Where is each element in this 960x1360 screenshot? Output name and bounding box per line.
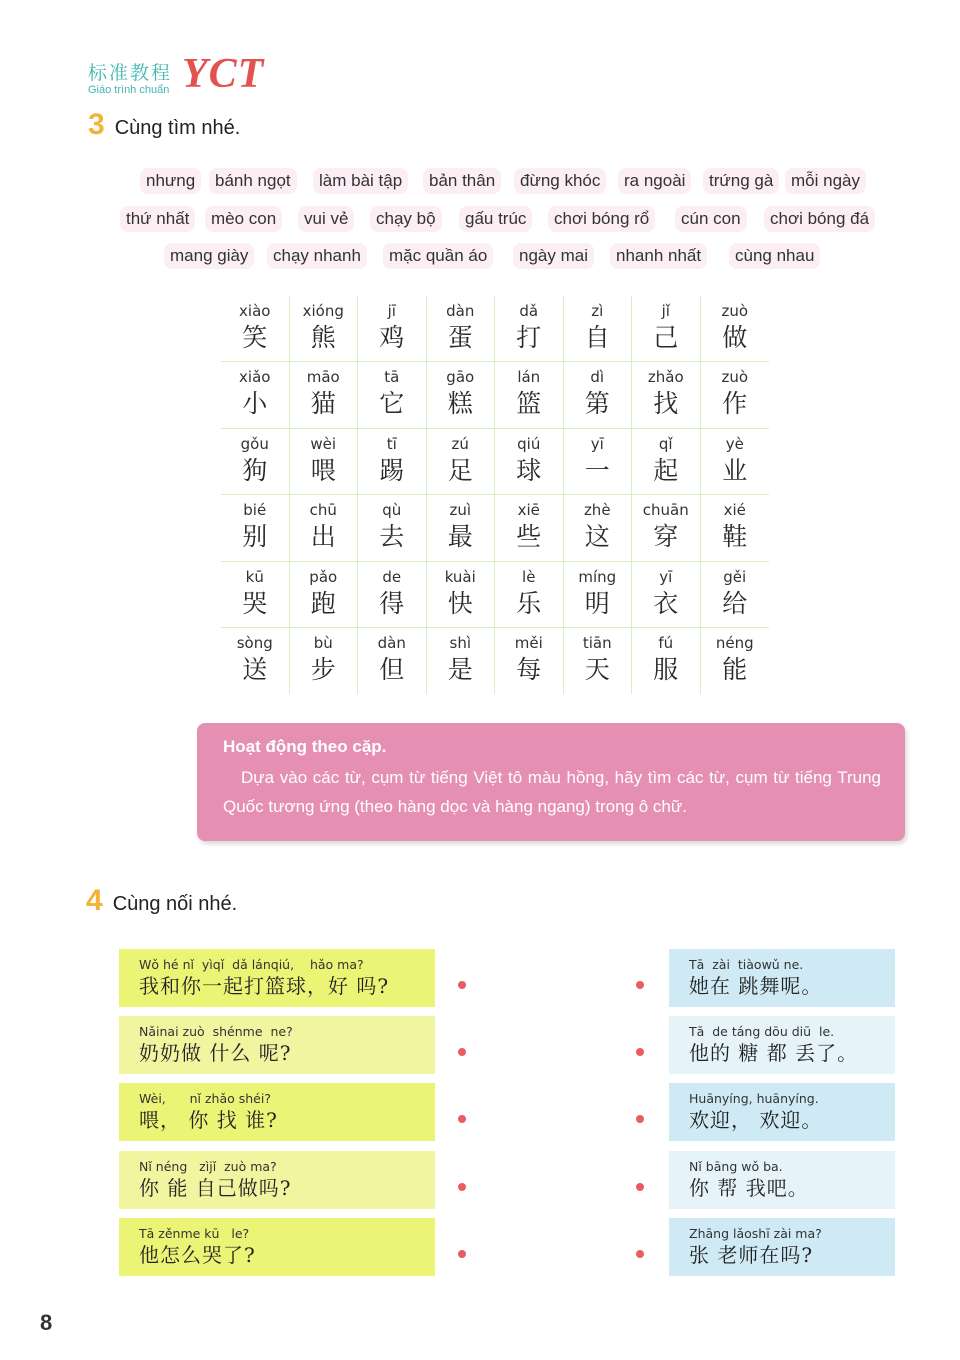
cell-hanzi: 做 xyxy=(722,323,748,352)
sentence-hanzi: 你 能 自己做吗? xyxy=(139,1176,292,1200)
sentence-pinyin: Wèi, nǐ zhǎo shéi? xyxy=(139,1091,271,1106)
vocabulary-chip: chạy nhanh xyxy=(267,243,367,269)
vocabulary-chip: chơi bóng đá xyxy=(764,206,875,232)
grid-cell[interactable] xyxy=(358,628,427,694)
cell-hanzi: 第 xyxy=(584,389,610,419)
cell-hanzi: 但 xyxy=(379,654,405,684)
grid-cell[interactable] xyxy=(358,296,427,362)
section-3-heading xyxy=(88,108,240,142)
question-card[interactable] xyxy=(119,1218,435,1276)
grid-cell[interactable] xyxy=(701,429,770,495)
cell-hanzi: 别 xyxy=(242,522,268,552)
cell-hanzi: 些 xyxy=(516,522,542,552)
cell-pinyin: zú xyxy=(451,434,469,453)
grid-cell[interactable] xyxy=(701,495,770,561)
cell-hanzi: 天 xyxy=(584,654,610,684)
grid-cell[interactable] xyxy=(221,628,290,694)
grid-cell[interactable] xyxy=(495,296,564,362)
grid-cell[interactable] xyxy=(427,296,496,362)
cell-pinyin: dàn xyxy=(377,633,406,652)
instruction-title: Hoạt động theo cặp. xyxy=(223,737,387,756)
cell-pinyin: pǎo xyxy=(309,567,338,586)
right-connector-dot[interactable] xyxy=(636,1115,644,1123)
question-card[interactable] xyxy=(119,1016,435,1074)
cell-pinyin: néng xyxy=(715,633,754,652)
cell-pinyin: shì xyxy=(449,633,471,652)
section-number: 3 xyxy=(88,108,105,141)
sentence-hanzi: 他的 糖 都 丢了。 xyxy=(689,1041,859,1065)
cell-hanzi: 穿 xyxy=(653,522,679,552)
right-connector-dot[interactable] xyxy=(636,981,644,989)
question-card[interactable] xyxy=(119,1151,435,1209)
sentence-hanzi: 我和你一起打篮球，好 吗? xyxy=(139,974,390,998)
cell-hanzi: 去 xyxy=(379,522,405,552)
vocabulary-chip: làm bài tập xyxy=(313,168,408,194)
cell-hanzi: 球 xyxy=(516,455,542,485)
cell-hanzi: 步 xyxy=(310,654,336,684)
cell-hanzi: 己 xyxy=(653,323,679,352)
grid-cell[interactable] xyxy=(290,296,359,362)
cell-pinyin: xióng xyxy=(302,302,344,320)
grid-cell[interactable] xyxy=(495,628,564,694)
question-card[interactable] xyxy=(119,949,435,1007)
vocabulary-chip: chơi bóng rổ xyxy=(548,206,655,232)
cell-pinyin: kuài xyxy=(444,567,476,586)
cell-hanzi: 这 xyxy=(584,522,610,552)
grid-cell[interactable] xyxy=(632,562,701,628)
cell-hanzi: 打 xyxy=(516,323,542,352)
section-number: 4 xyxy=(86,884,103,917)
cell-hanzi: 快 xyxy=(447,588,473,618)
left-connector-dot[interactable] xyxy=(458,1115,466,1123)
sentence-pinyin: Zhāng lǎoshī zài ma? xyxy=(689,1226,822,1241)
cell-hanzi: 起 xyxy=(653,455,679,485)
grid-cell[interactable] xyxy=(564,562,633,628)
grid-cell[interactable] xyxy=(358,562,427,628)
grid-cell[interactable] xyxy=(290,429,359,495)
vocabulary-chip: cún con xyxy=(675,206,747,232)
cell-pinyin: jǐ xyxy=(661,302,670,320)
cell-pinyin: chū xyxy=(309,501,337,520)
answer-card[interactable] xyxy=(669,1151,895,1209)
cell-hanzi: 给 xyxy=(722,588,748,618)
sentence-hanzi: 她在 跳舞呢。 xyxy=(689,974,823,998)
sentence-hanzi: 张 老师在吗? xyxy=(689,1243,814,1267)
vocabulary-chip: mỗi ngày xyxy=(785,168,866,194)
cell-pinyin: zuò xyxy=(721,302,749,320)
cell-hanzi: 糕 xyxy=(447,389,473,419)
sentence-hanzi: 欢迎， 欢迎。 xyxy=(689,1108,823,1132)
grid-cell[interactable] xyxy=(701,628,770,694)
cell-pinyin: tī xyxy=(386,434,397,453)
section-title: Cùng nối nhé. xyxy=(112,893,238,915)
sentence-pinyin: Nǐ néng zìjǐ zuò ma? xyxy=(139,1159,277,1174)
vocabulary-chip: mang giày xyxy=(164,243,254,269)
cell-hanzi: 作 xyxy=(722,389,748,419)
grid-cell[interactable] xyxy=(564,362,633,428)
vocabulary-chip: ra ngoài xyxy=(618,168,691,194)
vocabulary-chip: nhanh nhất xyxy=(610,243,707,269)
cell-hanzi: 踢 xyxy=(379,455,405,485)
vocabulary-chip: mèo con xyxy=(205,206,282,232)
left-connector-dot[interactable] xyxy=(458,1183,466,1191)
cell-hanzi: 乐 xyxy=(516,588,542,618)
cell-pinyin: zuì xyxy=(449,501,472,520)
grid-cell[interactable] xyxy=(632,495,701,561)
grid-cell[interactable] xyxy=(290,562,359,628)
grid-cell[interactable] xyxy=(221,495,290,561)
cell-hanzi: 明 xyxy=(584,588,610,618)
cell-pinyin: xiào xyxy=(239,302,271,320)
grid-cell[interactable] xyxy=(221,296,290,362)
vocabulary-chip: trứng gà xyxy=(703,168,779,194)
grid-cell[interactable] xyxy=(564,296,633,362)
sentence-pinyin: Nǐ bāng wǒ ba. xyxy=(689,1159,783,1174)
word-search-grid xyxy=(221,296,769,694)
cell-pinyin: měi xyxy=(514,633,543,652)
grid-cell[interactable] xyxy=(290,628,359,694)
cell-hanzi: 能 xyxy=(722,654,748,684)
cell-pinyin: jī xyxy=(387,302,396,320)
answer-card[interactable] xyxy=(669,1016,895,1074)
sentence-hanzi: 他怎么哭了? xyxy=(139,1243,256,1267)
vocabulary-chip: vui vẻ xyxy=(298,206,354,232)
cell-pinyin: xié xyxy=(723,501,746,520)
grid-cell[interactable] xyxy=(427,362,496,428)
grid-cell[interactable] xyxy=(632,296,701,362)
cell-pinyin: lán xyxy=(517,368,541,387)
grid-cell[interactable] xyxy=(358,429,427,495)
cell-hanzi: 鞋 xyxy=(722,522,748,552)
grid-cell[interactable] xyxy=(427,429,496,495)
grid-cell[interactable] xyxy=(632,429,701,495)
vocabulary-chip: đừng khóc xyxy=(514,168,606,194)
vocabulary-chip: ngày mai xyxy=(513,243,594,269)
cell-pinyin: lè xyxy=(522,567,536,586)
activity-instruction-box xyxy=(197,723,905,841)
cell-pinyin: yī xyxy=(659,567,673,586)
grid-cell[interactable] xyxy=(427,495,496,561)
cell-hanzi: 送 xyxy=(242,654,268,684)
cell-pinyin: kū xyxy=(245,567,264,586)
cell-pinyin: xiē xyxy=(517,501,540,520)
page-number: 8 xyxy=(40,1310,53,1335)
sentence-hanzi: 你 帮 我吧。 xyxy=(689,1176,809,1200)
cell-pinyin: tiān xyxy=(582,633,612,652)
cell-hanzi: 喂 xyxy=(310,455,336,485)
brand-vietnamese-title: Giáo trình chuẩn xyxy=(88,84,170,96)
instruction-body: Dựa vào các từ, cụm từ tiếng Việt tô màu hồng, hãy tìm các từ, cụm từ tiếng Trung Quốc tương ứng (theo hàng dọc và hàng ngang) trong ô chữ. xyxy=(223,768,881,816)
cell-hanzi: 业 xyxy=(722,455,748,485)
cell-hanzi: 熊 xyxy=(310,323,336,352)
grid-cell[interactable] xyxy=(495,362,564,428)
cell-pinyin: zuò xyxy=(721,368,749,387)
sentence-hanzi: 奶奶做 什么 呢? xyxy=(139,1041,292,1065)
grid-cell[interactable] xyxy=(495,429,564,495)
grid-cell[interactable] xyxy=(564,495,633,561)
cell-pinyin: zhǎo xyxy=(647,368,684,387)
right-connector-dot[interactable] xyxy=(636,1183,644,1191)
cell-hanzi: 一 xyxy=(584,455,610,485)
grid-cell[interactable] xyxy=(701,296,770,362)
brand-chinese-title: 标准教程 xyxy=(88,62,173,84)
grid-cell[interactable] xyxy=(564,628,633,694)
cell-pinyin: yī xyxy=(590,434,604,453)
cell-hanzi: 哭 xyxy=(242,588,268,618)
left-connector-dot[interactable] xyxy=(458,981,466,989)
cell-hanzi: 出 xyxy=(310,522,336,552)
vocabulary-chip: bản thân xyxy=(423,168,501,194)
vocabulary-chip: cùng nhau xyxy=(729,243,820,269)
cell-hanzi: 跑 xyxy=(310,588,336,618)
grid-cell[interactable] xyxy=(564,429,633,495)
cell-pinyin: bié xyxy=(243,501,267,520)
sentence-pinyin: Tā zěnme kū le? xyxy=(139,1226,250,1241)
cell-pinyin: fú xyxy=(658,633,674,652)
vocabulary-chip: thứ nhất xyxy=(120,206,195,232)
cell-hanzi: 得 xyxy=(379,588,405,618)
cell-pinyin: dàn xyxy=(446,302,475,320)
cell-pinyin: xiǎo xyxy=(239,368,271,387)
answer-card[interactable] xyxy=(669,949,895,1007)
cell-pinyin: sòng xyxy=(236,633,273,652)
cell-pinyin: qiú xyxy=(517,434,541,453)
cell-pinyin: zhè xyxy=(583,501,611,520)
grid-cell[interactable] xyxy=(290,362,359,428)
grid-cell[interactable] xyxy=(427,628,496,694)
sentence-pinyin: Wǒ hé nǐ yìqǐ dǎ lánqiú, hǎo ma? xyxy=(139,957,364,972)
cell-hanzi: 鸡 xyxy=(379,323,405,352)
grid-cell[interactable] xyxy=(221,429,290,495)
left-connector-dot[interactable] xyxy=(458,1250,466,1258)
grid-cell[interactable] xyxy=(632,362,701,428)
right-connector-dot[interactable] xyxy=(636,1048,644,1056)
cell-hanzi: 服 xyxy=(653,654,679,684)
cell-hanzi: 猫 xyxy=(310,389,336,419)
vocabulary-chip: mặc quần áo xyxy=(383,243,493,269)
cell-hanzi: 最 xyxy=(447,522,473,552)
cell-hanzi: 小 xyxy=(242,389,268,419)
left-connector-dot[interactable] xyxy=(458,1048,466,1056)
grid-cell[interactable] xyxy=(221,362,290,428)
section-4-heading xyxy=(86,884,237,918)
grid-cell[interactable] xyxy=(701,562,770,628)
vocabulary-chip: chạy bộ xyxy=(370,206,442,232)
cell-hanzi: 每 xyxy=(516,654,542,684)
answer-card[interactable] xyxy=(669,1083,895,1141)
cell-pinyin: zì xyxy=(591,302,604,320)
cell-pinyin: dǎ xyxy=(519,302,539,320)
grid-cell[interactable] xyxy=(290,495,359,561)
sentence-pinyin: Huānyíng, huānyíng. xyxy=(689,1091,819,1106)
grid-cell[interactable] xyxy=(701,362,770,428)
cell-pinyin: yè xyxy=(725,434,744,453)
vocabulary-chip: gấu trúc xyxy=(459,206,532,232)
cell-pinyin: gǒu xyxy=(240,434,269,453)
cell-hanzi: 找 xyxy=(653,389,679,419)
grid-cell[interactable] xyxy=(632,628,701,694)
cell-pinyin: dì xyxy=(590,368,605,387)
yct-logo: YCT xyxy=(182,51,265,97)
cell-hanzi: 是 xyxy=(447,654,473,684)
cell-pinyin: chuān xyxy=(642,501,689,520)
vocabulary-chip: bánh ngọt xyxy=(209,168,297,194)
cell-pinyin: míng xyxy=(578,567,617,586)
grid-cell[interactable] xyxy=(221,562,290,628)
cell-pinyin: māo xyxy=(306,368,340,387)
sentence-pinyin: Nǎinai zuò shénme ne? xyxy=(139,1024,293,1039)
vocabulary-chip: nhưng xyxy=(140,168,201,194)
grid-cell[interactable] xyxy=(358,362,427,428)
question-card[interactable] xyxy=(119,1083,435,1141)
cell-pinyin: qù xyxy=(382,501,402,520)
section-title: Cùng tìm nhé. xyxy=(114,117,241,139)
cell-pinyin: qǐ xyxy=(658,434,673,453)
cell-hanzi: 笑 xyxy=(242,323,268,352)
cell-pinyin: tā xyxy=(384,368,400,387)
cell-pinyin: gāo xyxy=(446,368,475,387)
cell-hanzi: 篮 xyxy=(516,389,542,419)
cell-hanzi: 足 xyxy=(447,455,473,485)
grid-cell[interactable] xyxy=(495,495,564,561)
cell-pinyin: bù xyxy=(313,633,333,652)
sentence-pinyin: Tā zài tiàowǔ ne. xyxy=(689,957,804,972)
cell-pinyin: de xyxy=(382,567,402,586)
grid-cell[interactable] xyxy=(358,495,427,561)
cell-hanzi: 自 xyxy=(584,323,610,352)
grid-cell[interactable] xyxy=(495,562,564,628)
sentence-hanzi: 喂， 你 找 谁? xyxy=(139,1108,278,1132)
cell-hanzi: 狗 xyxy=(242,455,268,485)
cell-pinyin: wèi xyxy=(310,434,337,453)
answer-card[interactable] xyxy=(669,1218,895,1276)
grid-cell[interactable] xyxy=(427,562,496,628)
cell-hanzi: 它 xyxy=(379,389,405,419)
cell-pinyin: gěi xyxy=(723,567,747,586)
right-connector-dot[interactable] xyxy=(636,1250,644,1258)
cell-hanzi: 蛋 xyxy=(447,323,473,352)
cell-hanzi: 衣 xyxy=(653,588,679,618)
sentence-pinyin: Tā de táng dōu diū le. xyxy=(689,1024,835,1039)
